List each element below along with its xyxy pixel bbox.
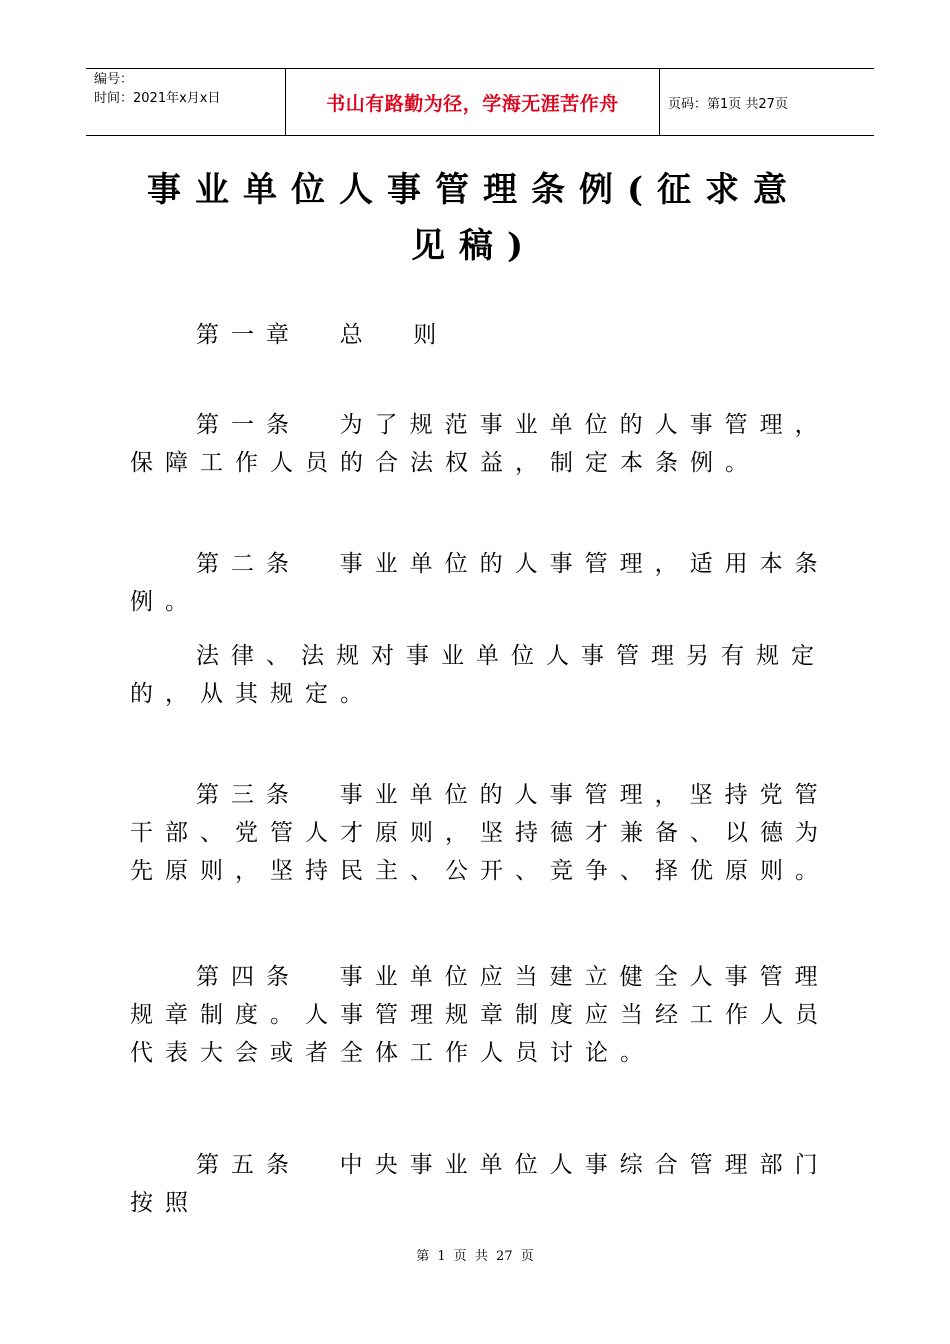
article-2-paragraph: 第二条 事业单位的人事管理，适用本条例。	[130, 551, 830, 615]
article-4-paragraph: 第四条 事业单位应当建立健全人事管理规章制度。人事管理规章制度应当经工作人员代表大会或者全体工作人员讨论。	[130, 964, 830, 1066]
chapter-heading: 第一章 总 则	[196, 322, 449, 348]
document-header	[86, 68, 874, 136]
document-number-label: 编号：	[94, 72, 134, 87]
article-5-paragraph: 第五条 中央事业单位人事综合管理部门按照	[130, 1152, 830, 1216]
page-footer: 第 1 页 共 27 页	[416, 1249, 534, 1264]
document-time-label: 时间：2021年x月x日	[94, 91, 221, 106]
document-title: 事业单位人事管理条例(征求意见稿)	[146, 170, 802, 266]
header-page-info: 页码：第1页 共27页	[668, 96, 788, 112]
header-meta	[86, 69, 286, 135]
article-2-supplement-paragraph: 法律、法规对事业单位人事管理另有规定的，从其规定。	[130, 643, 826, 707]
header-motto: 书山有路勤为径，学海无涯苦作舟	[286, 69, 660, 135]
article-1-paragraph: 第一条 为了规范事业单位的人事管理，保障工作人员的合法权益，制定本条例。	[130, 412, 830, 476]
article-3-paragraph: 第三条 事业单位的人事管理，坚持党管干部、党管人才原则，坚持德才兼备、以德为先原则，坚持民主、公开、竞争、择优原则。	[130, 782, 830, 884]
